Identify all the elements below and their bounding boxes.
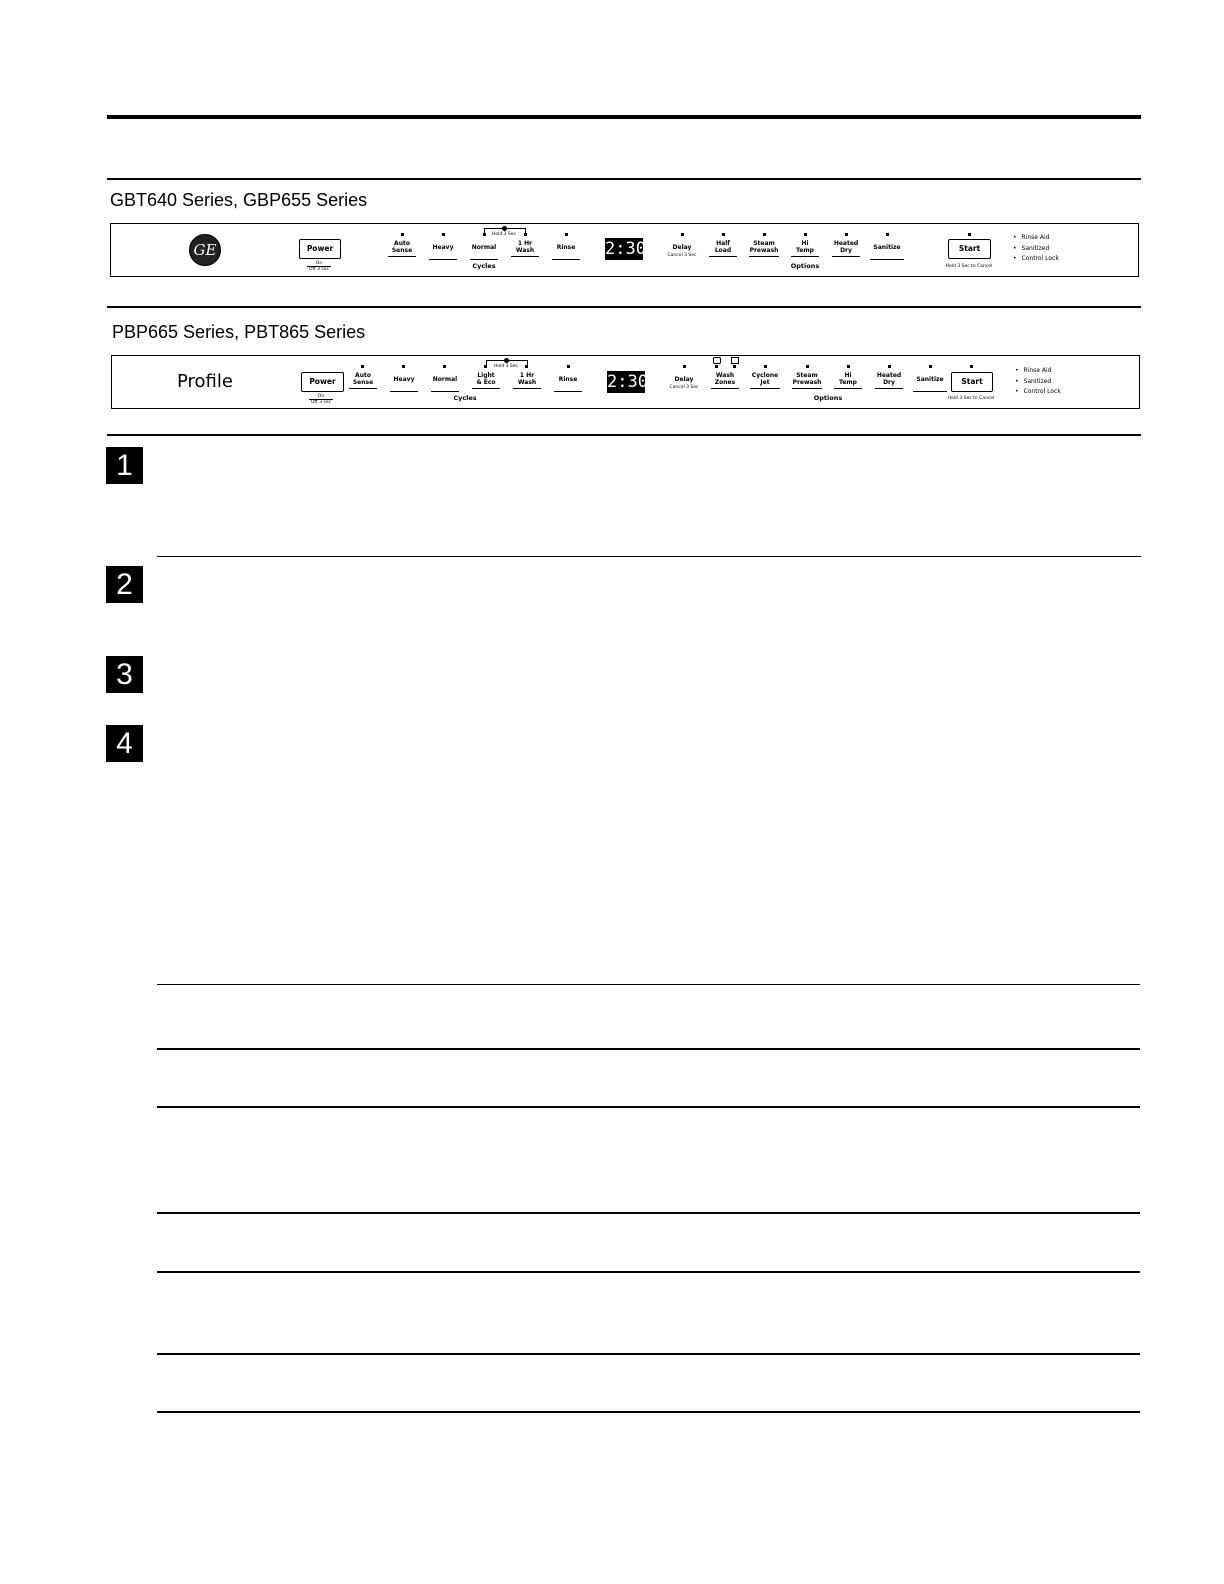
power-button[interactable]: Power [299,239,341,259]
cycle-normal-button[interactable]: Normal [431,376,459,383]
indicator-light [525,365,528,368]
upper-rack-icon [713,357,721,364]
profile-brand: Profile [177,371,233,392]
power-on-label: On [315,261,323,266]
indicator-light [763,233,766,236]
indicator-light [715,365,718,368]
start-button[interactable]: Start [948,239,991,259]
cycle-auto-sense-button[interactable]: Auto Sense [349,372,377,386]
power-on-label: On [317,394,325,399]
step-2-marker: 2 [106,566,143,603]
option-sanitize-button[interactable]: Sanitize [913,376,947,383]
section-rule [107,178,1141,180]
option-steam-prewash-button[interactable]: Steam Prewash [749,240,779,254]
option-heated-dry-button[interactable]: Heated Dry [875,372,903,386]
table-rule [157,1212,1140,1214]
options-group-label: Options [790,262,820,270]
indicator-light [722,233,725,236]
lock-icon [504,358,509,363]
status-sanitized: • Sanitized [1013,244,1059,255]
option-sanitize-button[interactable]: Sanitize [870,244,904,251]
option-hi-temp-button[interactable]: Hi Temp [791,240,819,254]
table-rule [157,1048,1140,1050]
indicator-light [683,365,686,368]
indicator-light [888,365,891,368]
indicator-light [361,365,364,368]
start-cancel-label: Hold 3 Sec to Cancel [947,396,995,401]
time-display: 2:30 [605,239,646,259]
indicator-light [804,233,807,236]
delay-cancel-label: Cancel 3 Sec [669,385,699,390]
power-off-label: Off 3 sec [307,266,331,272]
indicator-light [401,233,404,236]
power-button[interactable]: Power [301,372,344,392]
cycle-rinse-button[interactable]: Rinse [554,376,582,383]
table-rule [157,984,1140,985]
top-rule [107,115,1141,119]
indicator-light [886,233,889,236]
indicator-light [524,233,527,236]
delay-cancel-label: Cancel 3 Sec [667,253,697,258]
option-steam-prewash-button[interactable]: Steam Prewash [792,372,822,386]
time-display: 2:30 [607,372,648,392]
indicator-light [806,365,809,368]
indicator-light [443,365,446,368]
indicator-light [845,233,848,236]
option-heated-dry-button[interactable]: Heated Dry [832,240,860,254]
indicator-light [442,233,445,236]
lock-icon [502,226,507,231]
hold-3-sec-label: Hold 3 Sec [491,232,517,237]
table-rule [157,1411,1140,1413]
series-title-1: GBT640 Series, GBP655 Series [110,190,368,210]
indicator-light [484,365,487,368]
control-panel-1 [110,223,1139,277]
hold-3-sec-label: Hold 3 Sec [493,364,519,369]
cycle-light-eco-button[interactable]: Light & Eco [472,372,500,386]
indicator-light [970,365,973,368]
cycle-heavy-button[interactable]: Heavy [429,244,457,251]
option-hi-temp-button[interactable]: Hi Temp [834,372,862,386]
step-1-marker: 1 [106,447,143,484]
cycle-auto-sense-button[interactable]: Auto Sense [388,240,416,254]
cycles-group-label: Cycles [472,262,496,270]
cycles-group-label: Cycles [453,394,477,402]
lower-rack-icon [731,357,739,364]
status-control-lock: • Control Lock [1015,387,1061,398]
control-panel-2 [111,355,1140,409]
options-group-label: Options [813,394,843,402]
cycle-1hr-wash-button[interactable]: 1 Hr Wash [511,240,539,254]
table-rule [157,1353,1140,1355]
step-3-marker: 3 [106,656,143,693]
indicator-light [733,365,736,368]
ge-logo: GE [189,234,221,266]
divider [157,556,1141,557]
status-sanitized: • Sanitized [1015,377,1061,388]
cycle-1hr-wash-button[interactable]: 1 Hr Wash [513,372,541,386]
status-indicators [1013,233,1059,265]
start-cancel-label: Hold 3 Sec to Cancel [945,264,993,269]
cycle-rinse-button[interactable]: Rinse [552,244,580,251]
option-wash-zones-button[interactable]: Wash Zones [711,372,739,386]
step-4-marker: 4 [106,725,143,762]
indicator-light [567,365,570,368]
indicator-light [681,233,684,236]
cycle-normal-button[interactable]: Normal [470,244,498,251]
indicator-light [483,233,486,236]
option-delay-button[interactable]: Delay [672,244,692,251]
start-button[interactable]: Start [951,372,993,392]
table-rule [157,1106,1140,1108]
option-delay-button[interactable]: Delay [674,376,694,383]
section-rule [107,306,1141,308]
indicator-light [968,233,971,236]
indicator-light [929,365,932,368]
indicator-light [565,233,568,236]
option-half-load-button[interactable]: Half Load [709,240,737,254]
status-control-lock: • Control Lock [1013,254,1059,265]
table-rule [157,1271,1140,1273]
option-cyclone-jet-button[interactable]: Cyclone Jet [750,372,780,386]
cycle-heavy-button[interactable]: Heavy [390,376,418,383]
section-rule [107,434,1141,436]
indicator-light [764,365,767,368]
power-off-label: Off 3 sec [309,399,333,405]
indicator-light [847,365,850,368]
series-title-2: PBP665 Series, PBT865 Series [112,322,366,342]
indicator-light [402,365,405,368]
status-indicators [1015,366,1061,398]
status-rinse-aid: • Rinse Aid [1015,366,1061,377]
status-rinse-aid: • Rinse Aid [1013,233,1059,244]
